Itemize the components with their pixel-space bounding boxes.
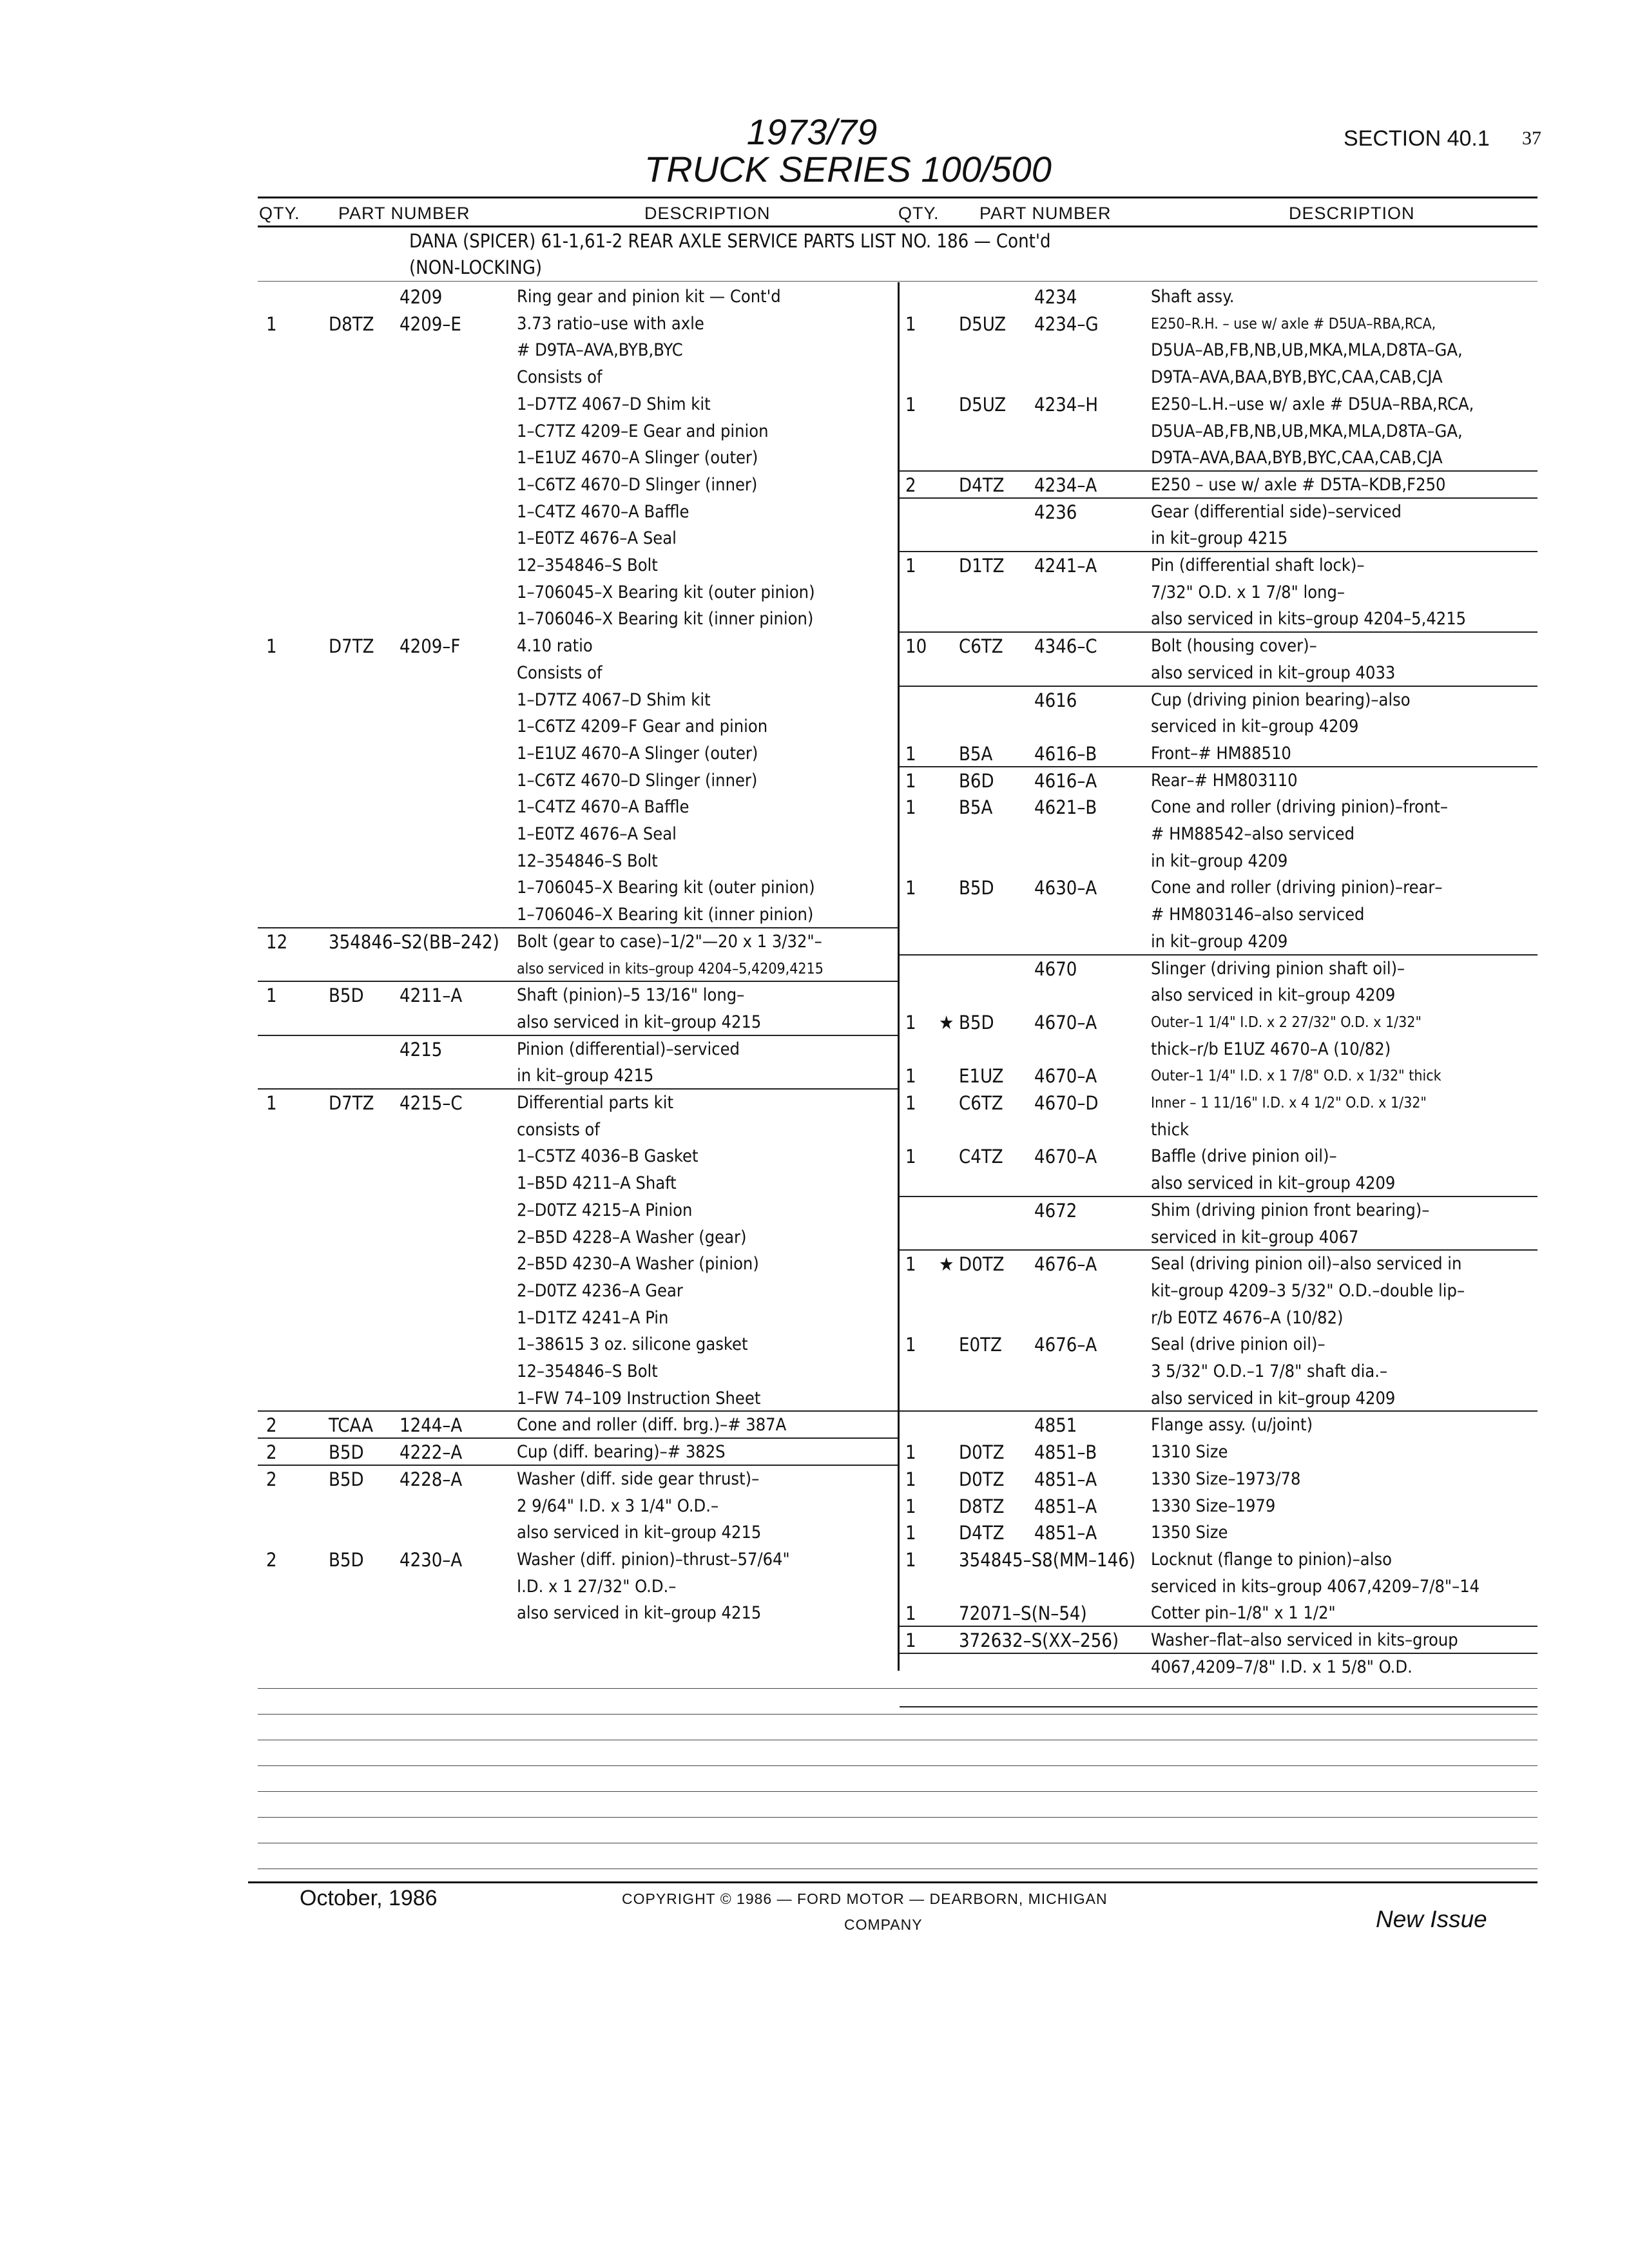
row-description: 1–706046–X Bearing kit (inner pinion) xyxy=(517,609,814,629)
row-qty: 1 xyxy=(905,312,916,335)
row-part-prefix: 354846–S2(BB–242) xyxy=(329,930,499,953)
row-part-basic: 4616–B xyxy=(1034,742,1097,765)
row-description: in kit–group 4215 xyxy=(1151,528,1288,549)
star-icon: ★ xyxy=(939,1253,954,1276)
row-description: Shaft assy. xyxy=(1151,287,1235,307)
row-part-basic: 4630–A xyxy=(1034,877,1097,899)
row-description: E250 – use w/ axle # D5TA–KDB,F250 xyxy=(1151,474,1446,495)
row-description: thick xyxy=(1151,1119,1190,1140)
row-description: 1310 Size xyxy=(1151,1442,1228,1463)
row-description: 1–C6TZ 4670–D Slinger (inner) xyxy=(517,474,758,495)
col-header-qty-2: QTY. xyxy=(898,204,940,223)
row-qty: 1 xyxy=(905,1253,916,1276)
row-qty: 1 xyxy=(905,1065,916,1088)
row-description: Outer–1 1/4" I.D. x 2 27/32" O.D. x 1/32" xyxy=(1151,1014,1422,1031)
row-part-basic: 4209 xyxy=(400,286,443,308)
row-part-prefix: C4TZ xyxy=(959,1146,1003,1168)
col-header-description-2: DESCRIPTION xyxy=(1289,204,1415,223)
row-rule xyxy=(900,497,1537,499)
row-rule xyxy=(900,551,1537,552)
row-part-basic: 4676–A xyxy=(1034,1253,1097,1276)
page-number: 37 xyxy=(1522,128,1541,149)
row-part-prefix: D8TZ xyxy=(329,312,374,335)
row-description: also serviced in kit–group 4209 xyxy=(1151,1173,1396,1194)
row-part-basic: 4616–A xyxy=(1034,769,1097,792)
row-part-basic: 4851–A xyxy=(1034,1522,1097,1544)
row-qty: 1 xyxy=(905,1092,916,1114)
row-rule xyxy=(900,470,1537,472)
row-qty: 12 xyxy=(266,930,288,953)
row-part-basic: 4209–E xyxy=(400,312,461,335)
row-description: Cone and roller (driving pinion)–rear– xyxy=(1151,878,1443,898)
row-description: 1–B5D 4211–A Shaft xyxy=(517,1173,677,1194)
row-part-basic: 4228–A xyxy=(400,1468,463,1490)
row-description: Shim (driving pinion front bearing)– xyxy=(1151,1200,1430,1220)
row-description: # HM803146–also serviced xyxy=(1151,905,1365,925)
row-part-basic: 4215 xyxy=(400,1038,443,1061)
row-description: 12–354846–S Bolt xyxy=(517,1361,658,1381)
row-description: Flange assy. (u/joint) xyxy=(1151,1415,1313,1436)
row-part-basic: 4672 xyxy=(1034,1199,1077,1222)
row-qty: 2 xyxy=(266,1414,277,1437)
row-qty: 1 xyxy=(905,769,916,792)
column-divider xyxy=(898,282,900,1671)
footer-copyright-line1: COPYRIGHT © 1986 — FORD MOTOR — DEARBORN, MICHIGAN xyxy=(622,1890,1108,1907)
row-description: 4.10 ratio xyxy=(517,636,593,657)
header-rule-bottom xyxy=(258,226,1537,227)
row-part-basic: 4215–C xyxy=(400,1092,463,1114)
row-part-basic: 4241–A xyxy=(1034,555,1097,577)
row-part-prefix: 372632–S(XX–256) xyxy=(959,1629,1119,1651)
row-part-basic: 4234 xyxy=(1034,286,1077,308)
row-qty: 1 xyxy=(905,1334,916,1356)
col-header-part-number-2: PART NUMBER xyxy=(979,204,1112,223)
row-part-basic: 4670–A xyxy=(1034,1011,1097,1033)
row-description: Cup (diff. bearing)–# 382S xyxy=(517,1442,726,1463)
col-header-description: DESCRIPTION xyxy=(644,204,771,223)
row-part-prefix: B6D xyxy=(959,769,994,792)
row-part-basic: 4851–B xyxy=(1034,1441,1097,1464)
row-qty: 1 xyxy=(266,312,277,335)
star-icon: ★ xyxy=(939,1011,954,1033)
row-part-basic: 4236 xyxy=(1034,501,1077,523)
row-description: 2–D0TZ 4236–A Gear xyxy=(517,1280,683,1301)
footer-issue: New Issue xyxy=(1376,1906,1487,1932)
row-rule xyxy=(900,1626,1537,1627)
row-part-basic: 4346–C xyxy=(1034,635,1097,658)
row-description: # HM88542–also serviced xyxy=(1151,824,1354,844)
row-part-prefix: D0TZ xyxy=(959,1468,1005,1490)
row-part-basic: 4670 xyxy=(1034,957,1077,980)
row-qty: 1 xyxy=(905,1602,916,1625)
row-description: D5UA–AB,FB,NB,UB,MKA,MLA,D8TA–GA, xyxy=(1151,340,1463,361)
blank-rule xyxy=(258,1688,1537,1689)
row-qty: 1 xyxy=(266,635,277,658)
row-description: consists of xyxy=(517,1119,600,1140)
row-description: Ring gear and pinion kit — Cont'd xyxy=(517,287,781,307)
row-qty: 1 xyxy=(905,555,916,577)
row-qty: 2 xyxy=(266,1441,277,1464)
row-part-prefix: C6TZ xyxy=(959,635,1003,658)
row-description: 12–354846–S Bolt xyxy=(517,555,658,575)
row-rule xyxy=(258,1437,898,1439)
row-description: Inner – 1 11/16" I.D. x 4 1/2" O.D. x 1/32" xyxy=(1151,1095,1427,1111)
row-rule xyxy=(900,686,1537,687)
footer-rule xyxy=(248,1881,1537,1883)
row-description: 3.73 ratio–use with axle xyxy=(517,313,704,334)
row-rule xyxy=(900,1653,1537,1654)
row-description: Seal (driving pinion oil)–also serviced in xyxy=(1151,1254,1462,1274)
row-qty: 1 xyxy=(905,1548,916,1571)
section-label: SECTION 40.1 xyxy=(1344,126,1490,151)
row-part-prefix: D4TZ xyxy=(959,1522,1005,1544)
row-part-basic: 4222–A xyxy=(400,1441,463,1464)
row-description: 7/32" O.D. x 1 7/8" long– xyxy=(1151,582,1345,602)
row-description: in kit–group 4209 xyxy=(1151,850,1288,871)
row-description: Cup (driving pinion bearing)–also xyxy=(1151,689,1411,710)
row-rule xyxy=(900,766,1537,767)
row-description: 1–C7TZ 4209–E Gear and pinion xyxy=(517,421,769,441)
row-part-prefix: D1TZ xyxy=(959,555,1005,577)
row-qty: 1 xyxy=(905,796,916,819)
row-qty: 1 xyxy=(905,1441,916,1464)
row-description: Washer–flat–also serviced in kits–group xyxy=(1151,1630,1458,1650)
row-description: Washer (diff. pinion)–thrust–57/64" xyxy=(517,1549,790,1570)
row-description: 1–E0TZ 4676–A Seal xyxy=(517,824,677,844)
row-description: 1–D7TZ 4067–D Shim kit xyxy=(517,689,711,710)
row-part-prefix: B5D xyxy=(329,1468,364,1490)
row-description: 1350 Size xyxy=(1151,1523,1228,1543)
blank-rule xyxy=(258,1714,1537,1715)
row-part-prefix: D8TZ xyxy=(959,1495,1005,1517)
row-description: Seal (drive pinion oil)– xyxy=(1151,1334,1325,1355)
row-rule xyxy=(258,927,898,928)
row-rule xyxy=(258,1035,898,1036)
row-description: 2–B5D 4230–A Washer (pinion) xyxy=(517,1254,759,1274)
row-part-prefix: D0TZ xyxy=(959,1441,1005,1464)
row-qty: 2 xyxy=(266,1468,277,1490)
row-part-basic: 4851 xyxy=(1034,1414,1077,1437)
row-part-basic: 4670–A xyxy=(1034,1146,1097,1168)
row-description: D5UA–AB,FB,NB,UB,MKA,MLA,D8TA–GA, xyxy=(1151,421,1463,441)
row-description: Baffle (drive pinion oil)– xyxy=(1151,1146,1337,1167)
row-part-prefix: D0TZ xyxy=(959,1253,1005,1276)
header-rule-top xyxy=(258,197,1537,198)
row-description: r/b E0TZ 4676–A (10/82) xyxy=(1151,1307,1344,1328)
row-part-basic: 4211–A xyxy=(400,985,463,1007)
footer-copyright-line2: COMPANY xyxy=(844,1916,923,1933)
row-rule xyxy=(900,1249,1537,1251)
row-part-prefix: B5D xyxy=(329,985,364,1007)
row-qty: 1 xyxy=(905,1011,916,1033)
row-description: also serviced in kit–group 4215 xyxy=(517,1012,762,1032)
row-qty: 1 xyxy=(266,1092,277,1114)
row-description: 1–C5TZ 4036–B Gasket xyxy=(517,1146,699,1167)
row-part-prefix: C6TZ xyxy=(959,1092,1003,1114)
section-title-rule xyxy=(258,281,1537,282)
row-rule xyxy=(258,1410,898,1412)
row-description: 1–C6TZ 4209–F Gear and pinion xyxy=(517,716,768,737)
row-description: 3 5/32" O.D.–1 7/8" shaft dia.– xyxy=(1151,1361,1388,1381)
row-description: 2 9/64" I.D. x 3 1/4" O.D.– xyxy=(517,1495,719,1516)
row-description: Gear (differential side)–serviced xyxy=(1151,501,1402,522)
blank-rule xyxy=(258,1817,1537,1818)
row-description: also serviced in kit–group 4215 xyxy=(517,1523,762,1543)
row-description: E250–R.H. – use w/ axle # D5UA–RBA,RCA, xyxy=(1151,315,1436,332)
row-part-basic: 4234–H xyxy=(1034,393,1099,416)
row-description: also serviced in kit–group 4215 xyxy=(517,1603,762,1624)
col-header-part-number: PART NUMBER xyxy=(338,204,470,223)
row-description: in kit–group 4209 xyxy=(1151,931,1288,952)
row-description: E250–L.H.–use w/ axle # D5UA–RBA,RCA, xyxy=(1151,394,1474,414)
row-part-prefix: D5UZ xyxy=(959,312,1007,335)
row-description: Bolt (gear to case)–1/2"—20 x 1 3/32"– xyxy=(517,931,822,952)
row-qty: 1 xyxy=(905,1146,916,1168)
row-description: D9TA–AVA,BAA,BYB,BYC,CAA,CAB,CJA xyxy=(1151,367,1443,388)
row-description: 1–706046–X Bearing kit (inner pinion) xyxy=(517,905,814,925)
row-part-basic: 4209–F xyxy=(400,635,461,658)
row-qty: 1 xyxy=(905,1522,916,1544)
row-part-basic: 4621–B xyxy=(1034,796,1097,819)
row-qty: 2 xyxy=(266,1548,277,1571)
row-description: also serviced in kit–group 4209 xyxy=(1151,985,1396,1006)
col-header-qty: QTY. xyxy=(259,204,300,223)
row-part-basic: 4670–D xyxy=(1034,1092,1099,1114)
row-description: 1–D1TZ 4241–A Pin xyxy=(517,1307,669,1328)
row-description: 1–706045–X Bearing kit (outer pinion) xyxy=(517,878,815,898)
row-part-prefix: D4TZ xyxy=(959,474,1005,496)
row-description: Cotter pin–1/8" x 1 1/2" xyxy=(1151,1603,1336,1624)
row-description: 12–354846–S Bolt xyxy=(517,850,658,871)
row-description: Rear–# HM803110 xyxy=(1151,770,1298,791)
row-part-prefix: B5A xyxy=(959,796,993,819)
row-part-prefix: 354845–S8(MM–146) xyxy=(959,1548,1135,1571)
row-description: Bolt (housing cover)– xyxy=(1151,636,1317,657)
row-part-prefix: B5D xyxy=(329,1548,364,1571)
row-part-prefix: D7TZ xyxy=(329,635,374,658)
row-description: Slinger (driving pinion shaft oil)– xyxy=(1151,958,1405,979)
blank-rule xyxy=(258,1765,1537,1766)
row-description: kit–group 4209–3 5/32" O.D.–double lip– xyxy=(1151,1280,1465,1301)
row-part-prefix: B5D xyxy=(959,877,994,899)
page-title-series: TRUCK SERIES 100/500 xyxy=(644,149,1052,189)
row-qty: 1 xyxy=(266,985,277,1007)
row-qty: 1 xyxy=(905,742,916,765)
row-description: Pinion (differential)–serviced xyxy=(517,1039,740,1059)
row-rule xyxy=(900,1410,1537,1412)
row-description: D9TA–AVA,BAA,BYB,BYC,CAA,CAB,CJA xyxy=(1151,448,1443,468)
row-description: Differential parts kit xyxy=(517,1093,673,1113)
row-part-prefix: E0TZ xyxy=(959,1334,1002,1356)
row-description: 1330 Size–1979 xyxy=(1151,1495,1276,1516)
row-qty: 1 xyxy=(905,393,916,416)
row-description: in kit–group 4215 xyxy=(517,1066,654,1086)
row-description: 1–706045–X Bearing kit (outer pinion) xyxy=(517,582,815,602)
section-title-line1: DANA (SPICER) 61-1,61-2 REAR AXLE SERVICE PARTS LIST NO. 186 — Cont'd xyxy=(409,230,1051,252)
row-description: serviced in kit–group 4209 xyxy=(1151,716,1359,737)
row-part-basic: 4851–A xyxy=(1034,1495,1097,1517)
row-description: 1–FW 74–109 Instruction Sheet xyxy=(517,1388,761,1408)
row-part-prefix: 72071–S(N–54) xyxy=(959,1602,1087,1625)
row-rule xyxy=(258,1088,898,1090)
row-description: also serviced in kits–group 4204–5,4209,4215 xyxy=(517,960,824,977)
row-description: Washer (diff. side gear thrust)– xyxy=(517,1468,760,1489)
row-description: # D9TA–AVA,BYB,BYC xyxy=(517,340,683,361)
row-description: Cone and roller (diff. brg.)–# 387A xyxy=(517,1415,787,1436)
row-description: 1–38615 3 oz. silicone gasket xyxy=(517,1334,748,1355)
row-description: 1–E0TZ 4676–A Seal xyxy=(517,528,677,549)
row-part-basic: 4851–A xyxy=(1034,1468,1097,1490)
row-part-basic: 4234–G xyxy=(1034,312,1099,335)
row-qty: 2 xyxy=(905,474,916,496)
row-rule xyxy=(900,1706,1537,1707)
row-description: I.D. x 1 27/32" O.D.– xyxy=(517,1576,677,1597)
row-description: also serviced in kit–group 4033 xyxy=(1151,662,1396,683)
row-part-prefix: TCAA xyxy=(329,1414,373,1437)
row-rule xyxy=(900,631,1537,633)
row-description: Cone and roller (driving pinion)–front– xyxy=(1151,797,1449,818)
row-part-prefix: D5UZ xyxy=(959,393,1007,416)
row-description: 2–B5D 4228–A Washer (gear) xyxy=(517,1227,747,1247)
row-qty: 1 xyxy=(905,1629,916,1651)
footer-date: October, 1986 xyxy=(300,1886,438,1910)
row-part-prefix: D7TZ xyxy=(329,1092,374,1114)
row-rule xyxy=(258,1465,898,1466)
row-part-basic: 4616 xyxy=(1034,689,1077,711)
row-qty: 10 xyxy=(905,635,927,658)
row-description: Pin (differential shaft lock)– xyxy=(1151,555,1365,575)
row-description: Front–# HM88510 xyxy=(1151,743,1291,764)
row-qty: 1 xyxy=(905,1495,916,1517)
row-description: also serviced in kits–group 4204–5,4215 xyxy=(1151,609,1467,629)
row-description: 1330 Size–1973/78 xyxy=(1151,1468,1301,1489)
row-description: 2–D0TZ 4215–A Pinion xyxy=(517,1200,693,1220)
row-part-basic: 4234–A xyxy=(1034,474,1097,496)
blank-rule xyxy=(258,1791,1537,1792)
row-rule xyxy=(258,981,898,982)
row-part-basic: 1244–A xyxy=(400,1414,463,1437)
row-description: Consists of xyxy=(517,367,602,388)
row-rule xyxy=(900,954,1537,956)
page-title-years: 1973/79 xyxy=(746,111,878,152)
row-description: thick–r/b E1UZ 4670–A (10/82) xyxy=(1151,1039,1391,1059)
row-description: Outer–1 1/4" I.D. x 1 7/8" O.D. x 1/32" thick xyxy=(1151,1068,1441,1085)
row-description: serviced in kits–group 4067,4209–7/8"–14 xyxy=(1151,1576,1480,1597)
section-title-line2: (NON-LOCKING) xyxy=(409,256,543,278)
row-description: serviced in kit–group 4067 xyxy=(1151,1227,1359,1247)
row-qty: 1 xyxy=(905,1468,916,1490)
row-description: 1–C4TZ 4670–A Baffle xyxy=(517,797,689,818)
row-description: 1–C6TZ 4670–D Slinger (inner) xyxy=(517,770,758,791)
row-description: 1–D7TZ 4067–D Shim kit xyxy=(517,394,711,414)
row-part-prefix: B5D xyxy=(329,1441,364,1464)
row-part-basic: 4676–A xyxy=(1034,1334,1097,1356)
row-description: 4067,4209–7/8" I.D. x 1 5/8" O.D. xyxy=(1151,1657,1412,1677)
row-part-prefix: B5A xyxy=(959,742,993,765)
row-description: Shaft (pinion)–5 13/16" long– xyxy=(517,985,745,1006)
row-part-basic: 4230–A xyxy=(400,1548,463,1571)
row-description: Locknut (flange to pinion)–also xyxy=(1151,1549,1392,1570)
row-description: also serviced in kit–group 4209 xyxy=(1151,1388,1396,1408)
row-description: Consists of xyxy=(517,662,602,683)
row-description: 1–E1UZ 4670–A Slinger (outer) xyxy=(517,743,758,764)
row-part-prefix: E1UZ xyxy=(959,1065,1004,1088)
row-part-basic: 4670–A xyxy=(1034,1065,1097,1088)
row-description: 1–E1UZ 4670–A Slinger (outer) xyxy=(517,448,758,468)
row-rule xyxy=(900,1196,1537,1197)
row-part-prefix: B5D xyxy=(959,1011,994,1033)
row-description: 1–C4TZ 4670–A Baffle xyxy=(517,501,689,522)
row-qty: 1 xyxy=(905,877,916,899)
